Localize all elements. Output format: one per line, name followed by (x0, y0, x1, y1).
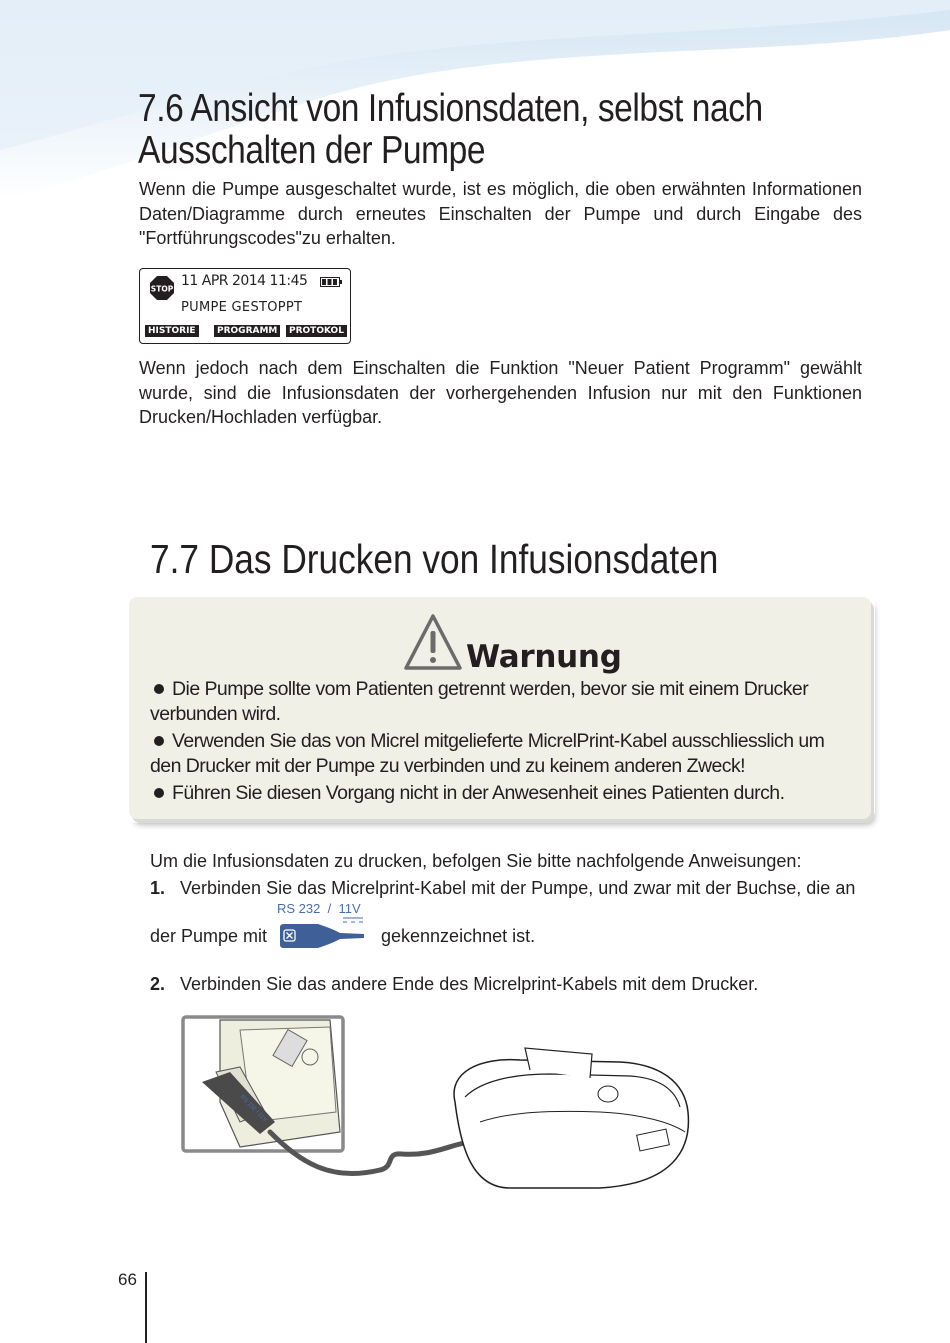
step-1-continuation-b: gekennzeichnet ist. (381, 926, 536, 946)
step-text: Verbinden Sie das andere Ende des Micrelprint-Kabels mit dem Drucker. (180, 974, 759, 994)
section-7-6-paragraph-1: Wenn die Pumpe ausgeschaltet wurde, ist es möglich, die oben erwähnten Informationen Daten/Diagramme durch erneutes Einschalten der Pumpe und durch Eingabe des "Fortführungscodes"zu erhalten. (139, 179, 862, 248)
port-label: RS 232 / 11V (238, 1094, 268, 1124)
warning-title: Warnung (466, 639, 622, 675)
plug-label-separator: / (327, 901, 332, 916)
lcd-datetime: 11 APR 2014 11:45 (181, 273, 308, 289)
lcd-stop-label: STOP (150, 284, 174, 294)
bullet-icon (154, 736, 164, 746)
warning-item (150, 729, 860, 779)
section-7-7-title: 7.7 Das Drucken von Infusionsdaten (150, 536, 719, 582)
softkey-protokol: PROTOKOL (286, 325, 347, 337)
step-number: 2. (150, 974, 166, 994)
printer-drawing (454, 1048, 688, 1188)
pump-printer-connection-illustration (180, 1012, 710, 1202)
softkey-historie: HISTORIE (145, 325, 199, 337)
section-7-6-title: 7.6 Ansicht von Infusionsdaten, selbst nach Ausschalten der Pumpe (138, 87, 763, 172)
section-7-6-paragraph-2: Wenn jedoch nach dem Einschalten die Funktion "Neuer Patient Programm" gewählt wurde, sind die Infusionsdaten der vorhergehenden Infusion nur mit den Funktionen Drucken/Hochladen verfügbar. (139, 358, 862, 427)
warning-triangle-icon (404, 613, 462, 671)
warning-item-text: Die Pumpe sollte vom Patienten getrennt werden, bevor sie mit einem Drucker verbunden wird. (150, 678, 809, 725)
page-number: 66 (118, 1270, 137, 1289)
softkey-programm: PROGRAMM (214, 325, 280, 337)
lcd-status: PUMPE GESTOPPT (181, 300, 303, 315)
bullet-icon (154, 788, 164, 798)
warning-item (150, 677, 860, 727)
battery-icon (320, 277, 342, 287)
plug-label-11v: 11V (338, 901, 361, 916)
page-number-divider (145, 1272, 147, 1343)
plug-label-rs232: RS 232 (277, 901, 321, 916)
step-2 (150, 972, 758, 996)
bullet-icon (154, 684, 164, 694)
stop-sign-icon (149, 275, 175, 301)
step-1 (150, 876, 855, 900)
micrelprint-plug-icon (278, 923, 366, 949)
plug-label (277, 901, 361, 916)
instructions-intro: Um die Infusionsdaten zu drucken, befolgen Sie bitte nachfolgende Anweisungen: (150, 851, 802, 871)
warning-item-text: Verwenden Sie das von Micrel mitgelieferte MicrelPrint-Kabel ausschliesslich um den Drucker mit der Pumpe zu verbinden und zu keinem anderen Zweck! (150, 730, 825, 777)
step-1-continuation-a: der Pumpe mit (150, 926, 268, 946)
pump-lcd-display (139, 268, 351, 344)
step-text: Verbinden Sie das Micrelprint-Kabel mit der Pumpe, und zwar mit der Buchse, die an (180, 878, 856, 898)
warning-item (150, 781, 860, 806)
warning-item-text: Führen Sie diesen Vorgang nicht in der Anwesenheit eines Patienten durch. (172, 782, 785, 804)
step-number: 1. (150, 878, 166, 898)
